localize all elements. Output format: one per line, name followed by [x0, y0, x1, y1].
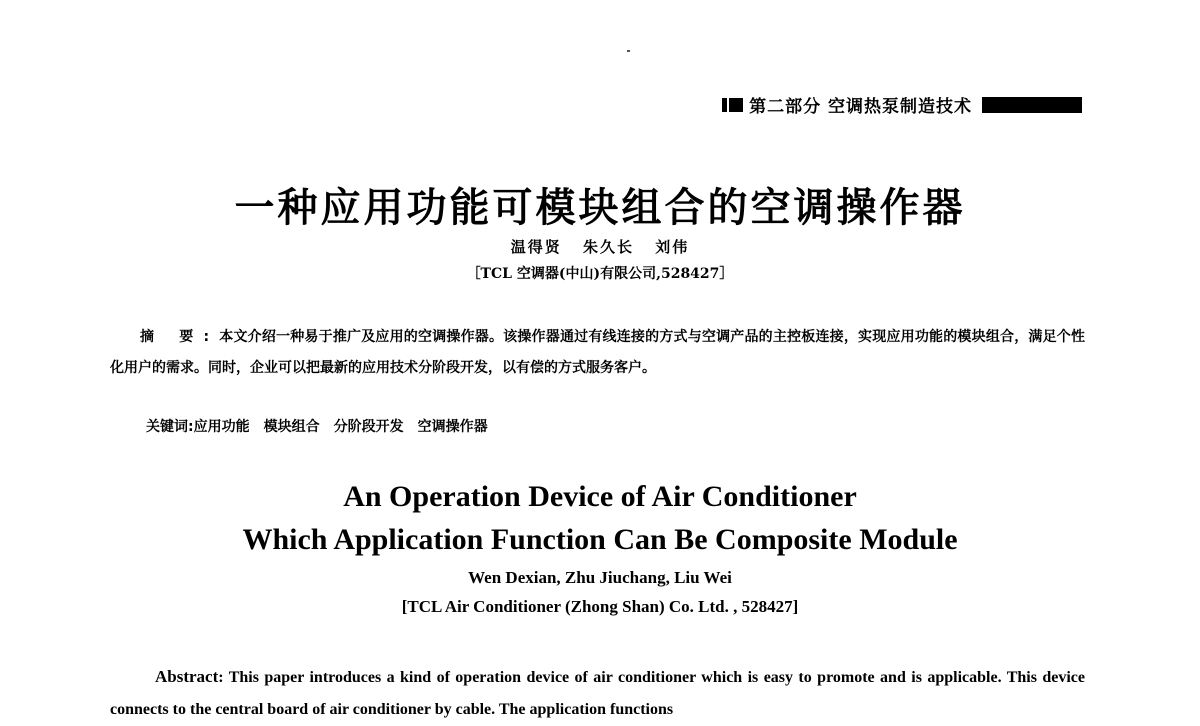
section-title: 第二部分 空调热泵制造技术	[749, 97, 972, 117]
chinese-affiliation: ［TCL 空调器(中山)有限公司,528427］	[466, 266, 734, 282]
chinese-keywords-label: 关键词:	[146, 419, 194, 435]
english-title-line-2: Which Application Function Can Be Composite Module	[242, 523, 958, 556]
english-authors: Wen Dexian, Zhu Jiuchang, Liu Wei	[468, 568, 732, 587]
english-abstract-text: : This paper introduces a kind of operation device of air conditioner which is easy to promote and is applicable. This device connects to the central board of air conditioner by cable. The application functions	[110, 669, 1085, 718]
chinese-abstract	[110, 322, 1085, 384]
scan-speck	[627, 50, 630, 52]
chinese-authors: 温得贤 朱久长 刘伟	[510, 238, 690, 256]
keyword: 分阶段开发	[333, 419, 404, 435]
section-marker-icon	[722, 98, 743, 112]
chinese-keywords	[146, 416, 502, 436]
section-bar	[982, 97, 1082, 113]
english-title-line-1: An Operation Device of Air Conditioner	[343, 480, 857, 513]
chinese-abstract-text: 本文介绍一种易于推广及应用的空调操作器。该操作器通过有线连接的方式与空调产品的主控板连接，实现应用功能的模块组合，满足个性化用户的需求。同时，企业可以把最新的应用技术分阶段开发，以有偿的方式服务客户。	[110, 329, 1085, 376]
english-abstract-label: Abstract	[155, 667, 219, 686]
keyword: 模块组合	[263, 419, 320, 435]
english-abstract	[110, 661, 1085, 726]
keyword: 应用功能	[193, 419, 250, 435]
chinese-title: 一种应用功能可模块组合的空调操作器	[234, 184, 966, 231]
chinese-abstract-label: 摘 要:	[140, 329, 220, 345]
section-header	[722, 92, 1082, 117]
english-affiliation: [TCL Air Conditioner (Zhong Shan) Co. Ltd. , 528427]	[401, 597, 799, 616]
keyword: 空调操作器	[417, 419, 488, 435]
